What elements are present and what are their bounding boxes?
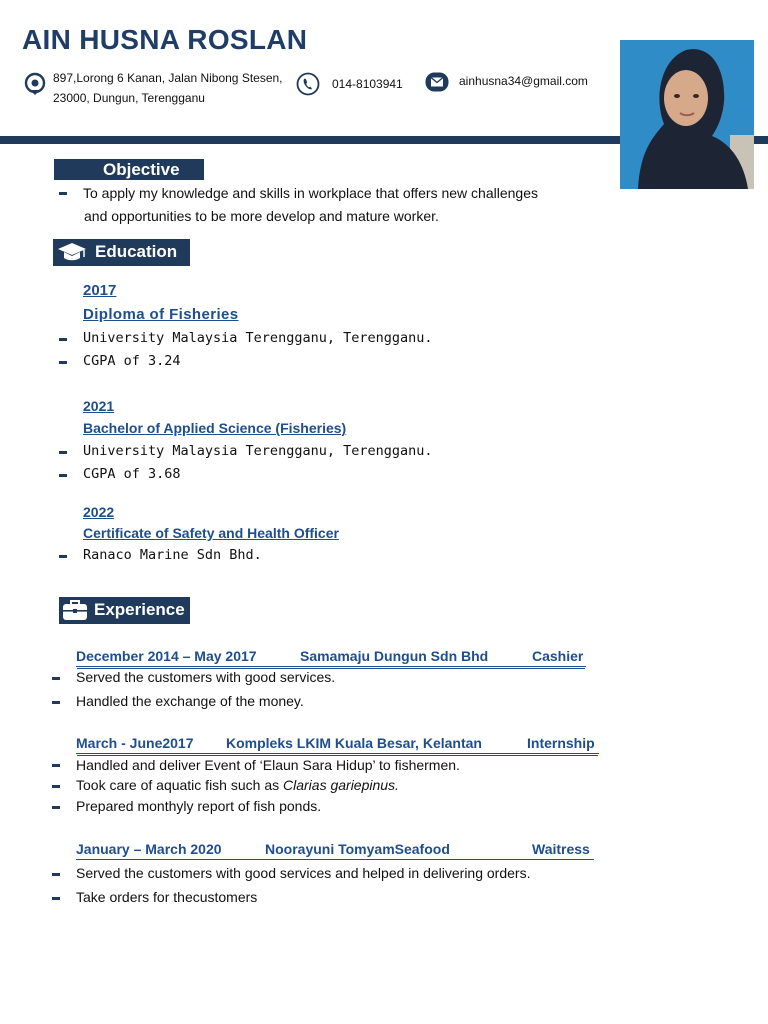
bullet	[59, 338, 67, 341]
education-detail: University Malaysia Terengganu, Terengganu.	[83, 443, 433, 459]
experience-role: Internship	[527, 735, 595, 751]
address-line-1: 897,Lorong 6 Kanan, Jalan Nibong Stesen,	[53, 71, 283, 85]
candidate-name: AIN HUSNA ROSLAN	[22, 24, 308, 55]
education-year: 2022	[83, 504, 115, 520]
objective-title: Objective	[103, 160, 180, 179]
bullet	[59, 474, 67, 477]
experience-duty-species: Clarias gariepinus.	[283, 777, 399, 793]
experience-duty: Served the customers with good services.	[76, 669, 336, 685]
bullet	[59, 451, 67, 454]
phone-number[interactable]: 014-8103941	[332, 77, 403, 91]
education-detail: CGPA of 3.68	[83, 466, 181, 482]
experience-role: Cashier	[532, 648, 584, 664]
graduation-cap-icon	[57, 242, 87, 270]
experience-duty-text: Took care of aquatic fish such as	[76, 777, 283, 793]
education-qualification: Certificate of Safety and Health Officer	[83, 525, 339, 541]
education-qualification: Bachelor of Applied Science (Fisheries)	[83, 420, 347, 436]
experience-heading	[59, 597, 190, 624]
phone-icon	[296, 72, 320, 96]
experience-entry-header	[76, 648, 586, 667]
objective-heading	[54, 159, 204, 180]
bullet	[52, 897, 60, 900]
experience-company: Kompleks LKIM Kuala Besar, Kelantan	[226, 735, 482, 751]
bullet	[52, 806, 60, 809]
bullet	[52, 873, 60, 876]
profile-photo	[620, 40, 754, 189]
education-qualification: Diploma of Fisheries	[83, 306, 239, 323]
experience-duty: Prepared monthyly report of fish ponds.	[76, 798, 322, 814]
education-detail: Ranaco Marine Sdn Bhd.	[83, 547, 262, 563]
education-title: Education	[95, 242, 178, 261]
experience-duty: Handled the exchange of the money.	[76, 693, 304, 709]
bullet	[52, 785, 60, 788]
address	[53, 68, 283, 108]
objective-line-2: and opportunities to be more develop and mature worker.	[84, 208, 439, 224]
experience-role: Waitress	[532, 841, 590, 857]
briefcase-icon	[62, 599, 88, 629]
experience-entry-header	[76, 841, 594, 860]
location-icon	[24, 72, 46, 96]
bullet	[52, 677, 60, 680]
education-detail: University Malaysia Terengganu, Terengganu.	[83, 330, 433, 346]
experience-period: December 2014 – May 2017	[76, 648, 257, 664]
bullet	[52, 701, 60, 704]
experience-duty: Served the customers with good services and helped in delivering orders.	[76, 865, 531, 881]
education-detail: CGPA of 3.24	[83, 353, 181, 369]
email-address[interactable]: ainhusna34@gmail.com	[459, 74, 588, 88]
experience-period: March - June2017	[76, 735, 194, 751]
experience-duty: Handled and deliver Event of ‘Elaun Sara Hidup’ to fishermen.	[76, 757, 460, 773]
education-year: 2021	[83, 398, 115, 414]
experience-duty	[76, 777, 399, 793]
mail-icon	[425, 72, 449, 92]
education-year: 2017	[83, 282, 117, 299]
education-heading	[53, 239, 190, 266]
experience-company: Samamaju Dungun Sdn Bhd	[300, 648, 489, 664]
objective-line-1: To apply my knowledge and skills in workplace that offers new challenges	[83, 185, 538, 201]
experience-period: January – March 2020	[76, 841, 222, 857]
bullet	[59, 361, 67, 364]
experience-title: Experience	[94, 600, 185, 619]
bullet	[52, 764, 60, 767]
bullet	[59, 555, 67, 558]
bullet	[59, 192, 67, 195]
experience-company: Noorayuni TomyamSeafood	[265, 841, 450, 857]
address-line-2: 23000, Dungun, Terengganu	[53, 91, 205, 105]
experience-entry-header	[76, 735, 599, 754]
experience-duty: Take orders for thecustomers	[76, 889, 258, 905]
